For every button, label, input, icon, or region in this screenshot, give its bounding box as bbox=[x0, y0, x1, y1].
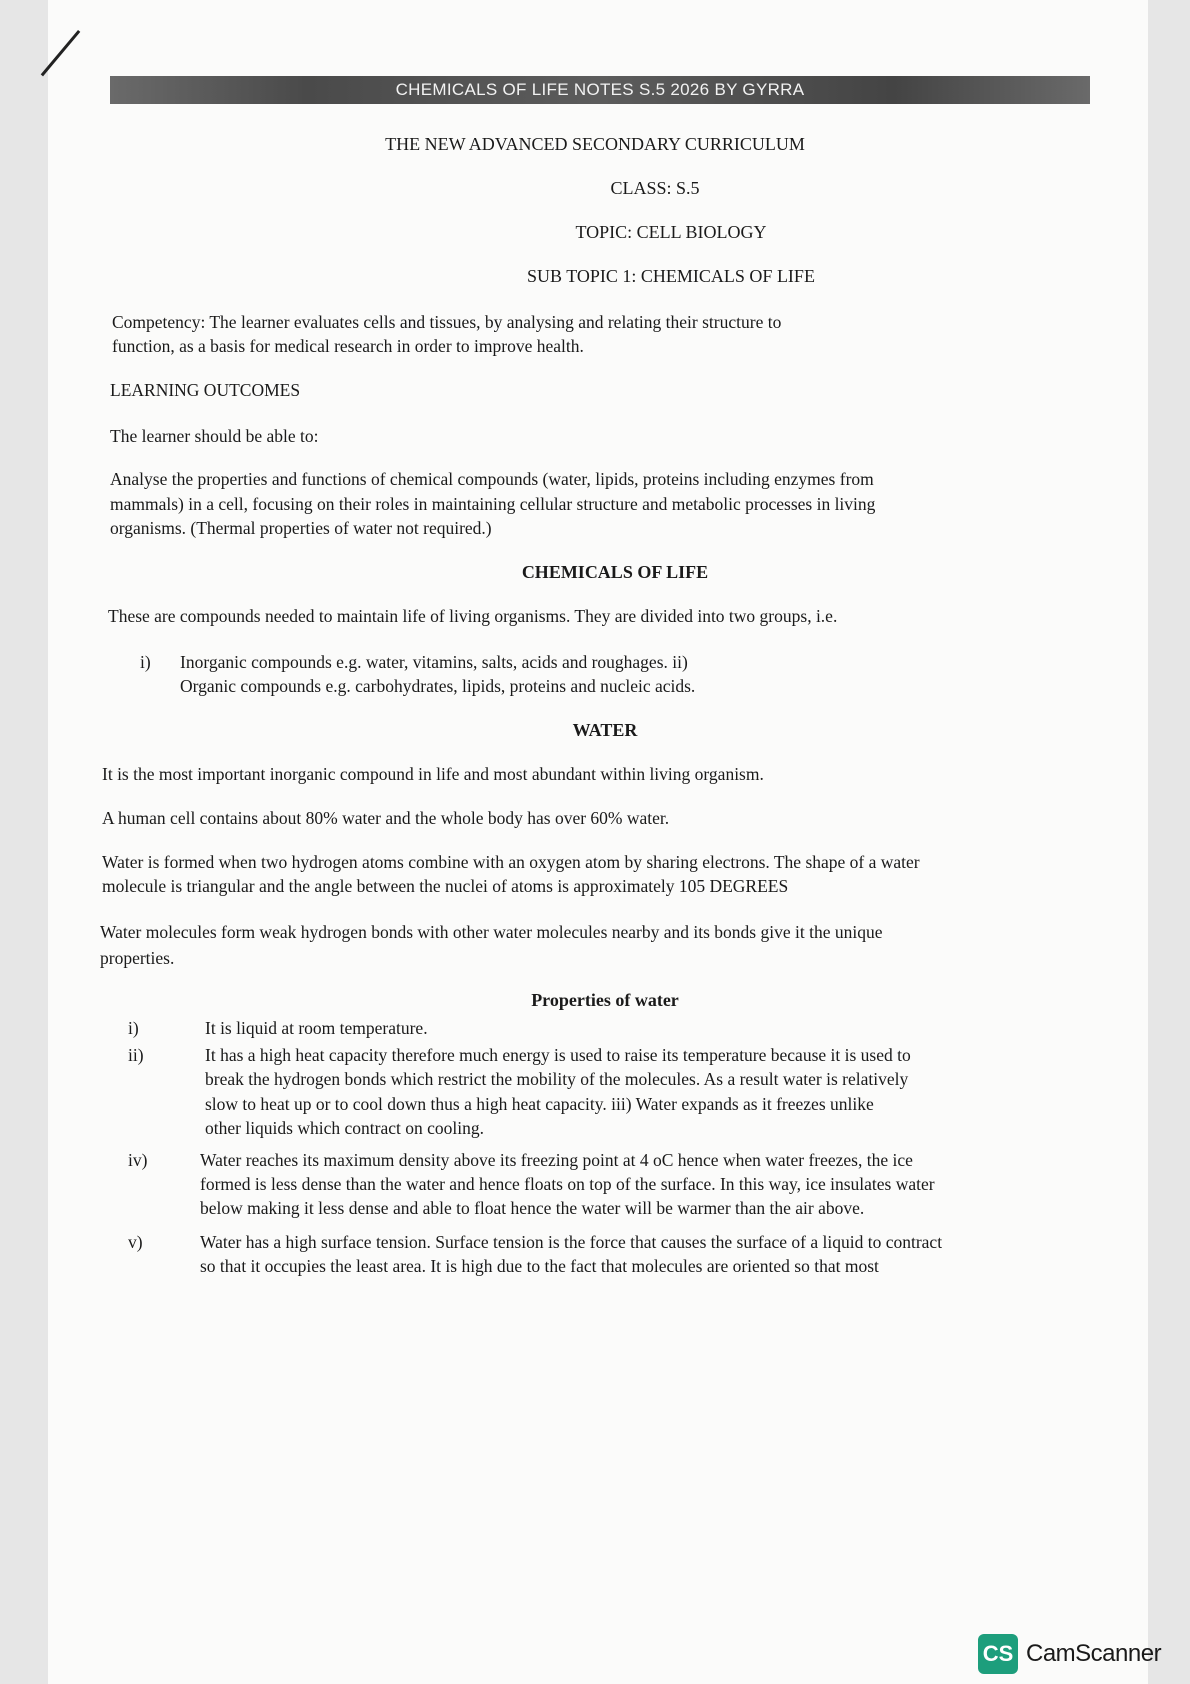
chemicals-heading: CHEMICALS OF LIFE bbox=[521, 562, 709, 582]
property-line: It is liquid at room temperature. bbox=[205, 1018, 428, 1038]
class-title: CLASS: S.5 bbox=[610, 178, 700, 198]
property-line: Water reaches its maximum density above its freezing point at 4 oC hence when water freezes, the ice bbox=[200, 1150, 913, 1170]
camscanner-logo-icon: CS bbox=[978, 1634, 1018, 1674]
water-heading: WATER bbox=[572, 720, 638, 740]
topic-title: TOPIC: CELL BIOLOGY bbox=[575, 222, 767, 242]
header-band bbox=[110, 76, 1090, 104]
water-para-2: A human cell contains about 80% water and the whole body has over 60% water. bbox=[102, 808, 670, 828]
property-line: It has a high heat capacity therefore much energy is used to raise its temperature because it is used to bbox=[205, 1045, 911, 1065]
curriculum-title: THE NEW ADVANCED SECONDARY CURRICULUM bbox=[385, 134, 805, 154]
water-para-4b: properties. bbox=[100, 948, 175, 968]
property-number: i) bbox=[128, 1018, 139, 1038]
properties-heading: Properties of water bbox=[531, 990, 679, 1010]
group-line-1: Inorganic compounds e.g. water, vitamins, salts, acids and roughages. ii) bbox=[180, 652, 688, 672]
competency-line-2: function, as a basis for medical research in order to improve health. bbox=[112, 336, 584, 356]
property-line: formed is less dense than the water and hence floats on top of the surface. In this way, ice insulates water bbox=[200, 1174, 935, 1194]
camscanner-label: CamScanner bbox=[1026, 1640, 1162, 1667]
property-line: slow to heat up or to cool down thus a high heat capacity. iii) Water expands as it freezes unlike bbox=[205, 1094, 874, 1114]
property-line: break the hydrogen bonds which restrict the mobility of the molecules. As a result water is relatively bbox=[205, 1069, 909, 1089]
property-line: so that it occupies the least area. It is high due to the fact that molecules are oriented so that most bbox=[200, 1256, 879, 1276]
subtopic-title: SUB TOPIC 1: CHEMICALS OF LIFE bbox=[527, 266, 815, 286]
property-line: below making it less dense and able to float hence the water will be warmer than the air above. bbox=[200, 1198, 865, 1218]
water-para-4a: Water molecules form weak hydrogen bonds with other water molecules nearby and its bonds give it the unique bbox=[100, 922, 883, 942]
header-band-text: CHEMICALS OF LIFE NOTES S.5 2026 BY GYRRA bbox=[395, 80, 805, 99]
property-number: iv) bbox=[128, 1150, 148, 1170]
property-line: other liquids which contract on cooling. bbox=[205, 1118, 484, 1138]
learner-intro: The learner should be able to: bbox=[110, 426, 319, 446]
outcome-line-3: organisms. (Thermal properties of water not required.) bbox=[110, 518, 492, 538]
property-line: Water has a high surface tension. Surface tension is the force that causes the surface of a liquid to contract bbox=[200, 1232, 943, 1252]
chemicals-intro: These are compounds needed to maintain life of living organisms. They are divided into two groups, i.e. bbox=[108, 606, 838, 626]
outcome-line-2: mammals) in a cell, focusing on their roles in maintaining cellular structure and metabolic processes in living bbox=[110, 494, 876, 514]
group-number: i) bbox=[140, 652, 151, 672]
camscanner-watermark bbox=[978, 1634, 1161, 1674]
group-line-2: Organic compounds e.g. carbohydrates, lipids, proteins and nucleic acids. bbox=[180, 676, 696, 696]
outcome-line-1: Analyse the properties and functions of chemical compounds (water, lipids, proteins including enzymes from bbox=[110, 469, 874, 489]
property-number: ii) bbox=[128, 1045, 144, 1065]
water-para-3a: Water is formed when two hydrogen atoms combine with an oxygen atom by sharing electrons. The shape of a water bbox=[102, 852, 920, 872]
water-para-3b: molecule is triangular and the angle between the nuclei of atoms is approximately 105 DEGREES bbox=[102, 876, 789, 896]
water-para-1: It is the most important inorganic compound in life and most abundant within living organism. bbox=[102, 764, 764, 784]
property-number: v) bbox=[128, 1232, 143, 1252]
learning-outcomes-heading: LEARNING OUTCOMES bbox=[110, 380, 301, 400]
competency-line-1: Competency: The learner evaluates cells and tissues, by analysing and relating their structure to bbox=[112, 312, 782, 332]
document-page bbox=[48, 0, 1148, 1684]
